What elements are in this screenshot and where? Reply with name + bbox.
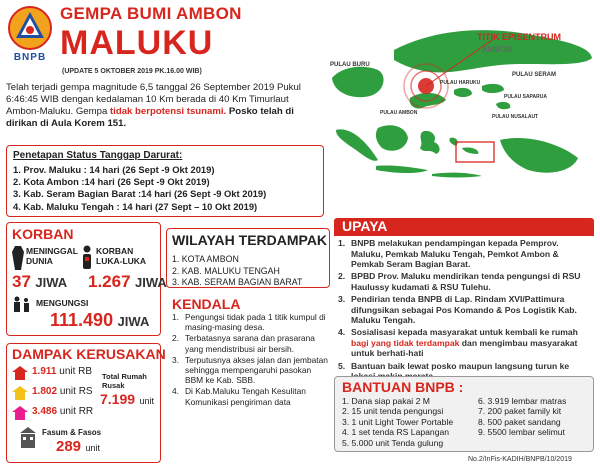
list-item: 8. 500 paket sandang [478,416,561,427]
logo-text: BNPB [13,52,47,63]
list-item: 1. Dana siap pakai 2 M [342,396,430,406]
rs-unit: unit RS [59,386,93,397]
list-item: 1. KOTA AMBON [172,254,239,264]
maluku-map [322,0,600,215]
epicenter-label: TITIK EPISENTRUM [477,32,562,42]
label-ambon: PULAU AMBON [380,110,418,116]
list-item: 3. Pendirian tenda BNPB di Lap. Rindam XVI/Pattimura difungsikan sebagai Pos Komando & Pos Logistik Kab. Maluku Tengah. [338,293,577,326]
island-haruku-shape [454,88,472,97]
meninggal-value: 37 [12,272,31,291]
kendala-list [172,312,330,408]
total-label: Total Rumah Rusak [102,372,147,390]
upaya-list [338,238,592,383]
city-label: AMBON [482,45,513,54]
bantuan-title: BANTUAN BNPB : [342,379,464,395]
status-item: 4. Kab. Maluku Tengah : 14 hari (27 Sept – 10 Okt 2019) [13,200,258,212]
luka-stat [88,272,167,292]
bantuan-list-2 [478,396,566,438]
meninggal-unit: JIWA [35,275,68,290]
rb-unit: unit RB [59,366,93,377]
label-nusalaut: PULAU NUSALAUT [492,114,539,120]
house-rs-icon [12,386,28,405]
footer-reference: No.2/InFis-KADIH/BNPB/10/2019 [468,456,572,463]
status-item: 2. Kota Ambon :14 hari (26 Sept -9 Okt 2019) [13,176,210,188]
meninggal-stat [12,272,67,292]
label-saparua: PULAU SAPARUA [504,94,547,100]
dampak-title: DAMPAK KERUSAKAN [12,346,166,362]
mengungsi-label: MENGUNGSI [36,298,89,308]
list-item: 4. Di Kab.Maluku Tengah Kesulitan Komunikasi pengiriman data [172,386,306,407]
list-item: 2. 15 unit tenda pengungsi [342,406,444,417]
luka-unit: JIWA [135,275,167,290]
luka-value: 1.267 [88,272,131,291]
fasum-unit: unit [85,443,100,453]
upaya-title: UPAYA [342,218,388,234]
list-item: 5. 5.000 unit Tenda gulung [342,437,444,448]
update-timestamp: (UPDATE 5 OKTOBER 2019 PK.16.00 WIB) [62,68,202,75]
total-stat [100,391,154,409]
rr-stat [32,406,93,417]
bantuan-list-1 [342,396,453,448]
list-item: 7. 200 paket family kit [478,406,562,417]
rs-value: 1.802 [32,386,58,397]
status-panel [6,145,324,217]
title-line1: GEMPA BUMI AMBON [60,4,242,23]
list-item: 2. BPBD Prov. Maluku mendirikan tenda pengungsi di RSU Haulussy kudamati & RSU Tulehu. [338,271,581,292]
list-item: 1. BNPB melakukan pendampingan kepada Pemprov. Maluku, Pemkab Maluku Tengah, Pemkot Ambon & Pemkab Seram Bagian Barat. [338,238,559,270]
intro-part1: Telah terjadi gempa magnitude 6,5 tanggal 26 September 2019 Pukul 6:46:45 WIB dengan kedalaman 10 Km berada di 40 Km Timurlaut Ambon-Maluku. Gempa [6,82,301,117]
list-item: 3. Terputusnya akses jalan dan jembatan sehingga mempengaruhi pasokan BBM ke Kab. SBB. [172,354,328,386]
list-item: 4. 1 set tenda RS Lapangan [342,427,450,438]
korban-title: KORBAN [12,226,74,242]
label-buru: PULAU BURU [330,62,370,68]
status-item: 1. Prov. Maluku : 14 hari (26 Sept -9 Okt 2019) [13,164,215,175]
list-item: 6. 3.919 lembar matras [478,396,567,406]
intro-highlight: tidak berpotensi tsunami. [109,106,227,117]
mengungsi-stat [50,310,149,331]
kendala-title: KENDALA [172,296,241,312]
intro-paragraph [6,82,324,130]
label-seram: PULAU SERAM [512,72,557,78]
list-item: 3. 1 unit Light Tower Portable [342,416,454,427]
list-item: 9. 5500 lembar selimut [478,427,565,438]
rb-stat [32,366,92,377]
total-unit: unit [139,396,155,406]
rr-unit: unit RR [59,406,94,417]
indonesia-overview-map [336,125,578,177]
page-title: MALUKU [60,24,214,62]
mengungsi-unit: JIWA [117,314,150,329]
injured-person-icon [80,245,94,274]
list-item: 1. Pengungsi tidak pada 1 titik kumpul di masing-masing desa. [172,312,326,333]
list-item: 4. Sosialisasi kepada masyarakat untuk kembali ke rumah bagi yang tidak terdampak dan mengimbau masyarakat untuk berhati-hati [338,327,578,359]
bnpb-logo [6,4,54,70]
rb-value: 1.911 [32,366,57,377]
list-item: 5. Bantuan baik lewat posko maupun langsung turun ke [338,360,570,371]
rr-value: 3.486 [32,406,58,417]
luka-label: KORBAN LUKA-LUKA [96,246,147,266]
total-value: 7.199 [100,391,136,407]
list-item: 2. Terbatasnya sarana dan prasarana yang mendistribusi air bersih. [172,333,315,354]
list-item: 2. KAB. MALUKU TENGAH [172,265,280,276]
building-icon [20,427,36,454]
rs-stat [32,386,93,397]
map-area [322,0,600,215]
island-saparua-shape [482,84,504,93]
status-title: Penetapan Status Tanggap Darurat: [13,150,183,161]
mengungsi-value: 111.490 [50,310,114,330]
house-rr-icon [12,406,28,425]
fasum-stat [56,438,100,456]
wilayah-title: WILAYAH TERDAMPAK [172,232,328,248]
list-item: 3. KAB. SERAM BAGIAN BARAT [172,277,303,287]
label-haruku: PULAU HARUKU [440,80,481,86]
intro-part2: Posko telah di dirikan di Aula Korem 151. [6,106,294,129]
meninggal-label: MENINGGAL DUNIA [26,246,78,266]
wilayah-list [172,254,302,289]
status-item: 3. Kab. Seram Bagian Barat :14 hari (26 Sept -9 Okt 2019) [13,188,267,200]
fasum-value: 289 [56,438,82,455]
fasum-label: Fasum & Fasos [42,428,102,437]
refugee-family-icon [12,296,34,317]
house-rb-icon [12,366,28,385]
island-nusalaut-shape [496,102,510,109]
island-buru-shape [332,67,384,97]
coffin-icon [12,246,24,275]
